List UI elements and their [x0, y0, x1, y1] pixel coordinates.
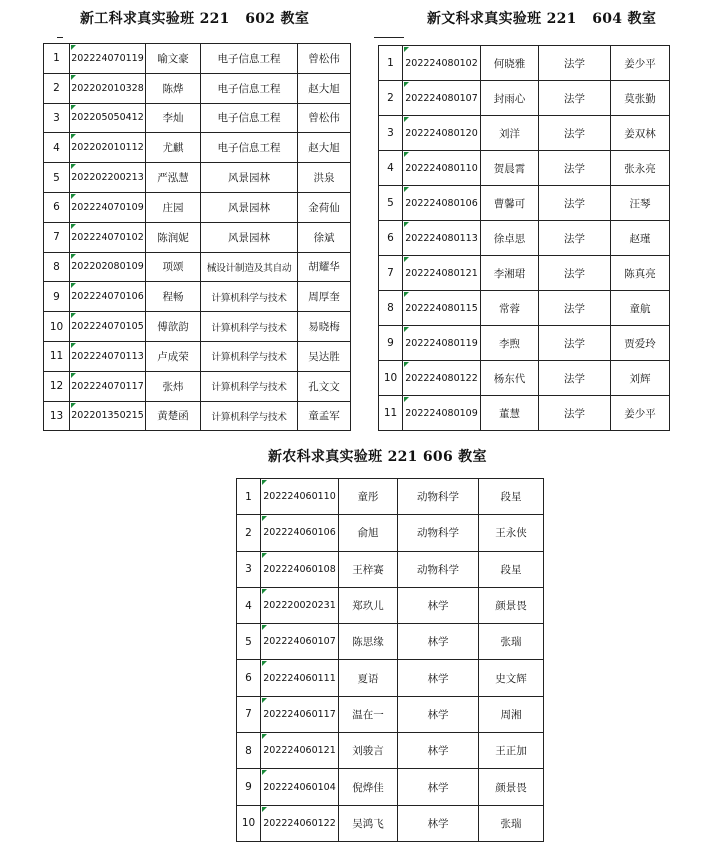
cell-advisor: 胡耀华: [298, 252, 351, 282]
table-row: [44, 401, 351, 431]
cell-no: 3: [44, 103, 70, 133]
cell-no: 10: [44, 312, 70, 342]
cell-id: 202224070102: [70, 222, 146, 252]
table-row: [44, 282, 351, 312]
cell-advisor: 张永亮: [611, 151, 670, 186]
cell-advisor: 史文辉: [479, 660, 544, 696]
cell-name: 李灿: [146, 103, 201, 133]
cell-name: 夏语: [339, 660, 398, 696]
cell-name: 刘骏言: [339, 733, 398, 769]
cell-id: 202202200213: [70, 163, 146, 193]
cell-major: 法学: [539, 46, 611, 81]
cell-advisor: 张瑞: [479, 805, 544, 841]
cell-id: 202224060104: [261, 769, 339, 805]
cell-no: 11: [44, 341, 70, 371]
cell-advisor: 金荷仙: [298, 192, 351, 222]
cell-major: 法学: [539, 116, 611, 151]
cell-major: 法学: [539, 361, 611, 396]
cell-no: 4: [237, 587, 261, 623]
cell-major: 计算机科学与技术: [201, 282, 298, 312]
table-row: [44, 44, 351, 74]
cell-id: 202224060106: [261, 515, 339, 551]
cell-advisor: 童孟军: [298, 401, 351, 431]
table-row: [44, 341, 351, 371]
cell-major: 林学: [398, 660, 479, 696]
cell-name: 刘洋: [481, 116, 539, 151]
cell-major: 林学: [398, 696, 479, 732]
liberal-arts-roster-table: [378, 45, 670, 431]
cell-id: 202224070117: [70, 371, 146, 401]
cell-advisor: 周湘: [479, 696, 544, 732]
cell-advisor: 曾松伟: [298, 103, 351, 133]
table-row: [237, 587, 544, 623]
cell-advisor: 赵瑾: [611, 221, 670, 256]
cell-id: 202224070109: [70, 192, 146, 222]
cell-id: 202224080121: [403, 256, 481, 291]
cell-advisor: 曾松伟: [298, 44, 351, 74]
cell-major: 风景园林: [201, 163, 298, 193]
cell-no: 2: [379, 81, 403, 116]
table-row: [379, 186, 670, 221]
table-row: [237, 769, 544, 805]
cell-id: 202224080115: [403, 291, 481, 326]
cell-advisor: 洪泉: [298, 163, 351, 193]
cell-name: 程畅: [146, 282, 201, 312]
cell-id: 202224060121: [261, 733, 339, 769]
cell-id: 202224080109: [403, 396, 481, 431]
cell-major: 林学: [398, 733, 479, 769]
cell-id: 202224060108: [261, 551, 339, 587]
cell-id: 202224070105: [70, 312, 146, 342]
cell-major: 法学: [539, 396, 611, 431]
cell-no: 2: [44, 73, 70, 103]
cell-advisor: 姜少平: [611, 396, 670, 431]
agriculture-roster-table: [236, 478, 544, 842]
cell-id: 202224060111: [261, 660, 339, 696]
cell-id: 202224070106: [70, 282, 146, 312]
cell-advisor: 段星: [479, 479, 544, 515]
cell-id: 202224080119: [403, 326, 481, 361]
cell-no: 3: [379, 116, 403, 151]
cell-no: 6: [237, 660, 261, 696]
cell-no: 5: [237, 624, 261, 660]
cell-no: 7: [379, 256, 403, 291]
table-row: [379, 46, 670, 81]
cell-name: 庄园: [146, 192, 201, 222]
agriculture-section-title: 新农科求真实验班 221 606 教室: [268, 449, 487, 465]
table-row: [237, 660, 544, 696]
cell-no: 1: [237, 479, 261, 515]
cell-major: 法学: [539, 326, 611, 361]
cell-id: 202202010328: [70, 73, 146, 103]
cell-name: 俞旭: [339, 515, 398, 551]
table-row: [44, 371, 351, 401]
cell-advisor: 童航: [611, 291, 670, 326]
cell-id: 202202010112: [70, 133, 146, 163]
cell-advisor: 姜少平: [611, 46, 670, 81]
cell-major: 法学: [539, 81, 611, 116]
cell-name: 温在一: [339, 696, 398, 732]
cell-major: 动物科学: [398, 551, 479, 587]
cell-advisor: 段星: [479, 551, 544, 587]
cell-no: 7: [44, 222, 70, 252]
table-corner-mark: [57, 37, 63, 38]
cell-id: 202224080102: [403, 46, 481, 81]
cell-name: 吴鸿飞: [339, 805, 398, 841]
table-row: [44, 103, 351, 133]
cell-name: 贺晨霄: [481, 151, 539, 186]
cell-no: 10: [237, 805, 261, 841]
cell-no: 8: [237, 733, 261, 769]
cell-advisor: 赵大旭: [298, 73, 351, 103]
cell-advisor: 陈真亮: [611, 256, 670, 291]
cell-name: 严泓慧: [146, 163, 201, 193]
cell-id: 202224080120: [403, 116, 481, 151]
cell-name: 杨东代: [481, 361, 539, 396]
table-row: [237, 805, 544, 841]
table-row: [379, 221, 670, 256]
cell-no: 7: [237, 696, 261, 732]
cell-advisor: 颜景畏: [479, 587, 544, 623]
cell-major: 计算机科学与技术: [201, 312, 298, 342]
cell-name: 卢成荣: [146, 341, 201, 371]
cell-name: 张炜: [146, 371, 201, 401]
table-row: [44, 163, 351, 193]
cell-name: 李煦: [481, 326, 539, 361]
table-row: [44, 73, 351, 103]
table-row: [379, 291, 670, 326]
cell-name: 项颂: [146, 252, 201, 282]
liberal-arts-section-title: 新文科求真实验班 221 604 教室: [427, 11, 657, 27]
cell-advisor: 赵大旭: [298, 133, 351, 163]
table-row: [379, 326, 670, 361]
cell-advisor: 王正加: [479, 733, 544, 769]
cell-no: 4: [379, 151, 403, 186]
cell-advisor: 王永侠: [479, 515, 544, 551]
cell-major: 林学: [398, 587, 479, 623]
cell-advisor: 刘辉: [611, 361, 670, 396]
table-corner-mark: [374, 37, 404, 38]
table-row: [237, 624, 544, 660]
cell-no: 9: [237, 769, 261, 805]
cell-name: 陈思缘: [339, 624, 398, 660]
cell-major: 电子信息工程: [201, 44, 298, 74]
cell-id: 202220020231: [261, 587, 339, 623]
cell-name: 李湘珺: [481, 256, 539, 291]
cell-advisor: 周厚奎: [298, 282, 351, 312]
cell-id: 202201350215: [70, 401, 146, 431]
cell-advisor: 姜双林: [611, 116, 670, 151]
cell-name: 封雨心: [481, 81, 539, 116]
cell-major: 风景园林: [201, 222, 298, 252]
cell-advisor: 莫张勤: [611, 81, 670, 116]
table-row: [237, 515, 544, 551]
cell-major: 法学: [539, 256, 611, 291]
cell-advisor: 张瑞: [479, 624, 544, 660]
cell-id: 202224060122: [261, 805, 339, 841]
cell-advisor: 孔文文: [298, 371, 351, 401]
cell-no: 10: [379, 361, 403, 396]
cell-major: 法学: [539, 186, 611, 221]
cell-name: 黄楚函: [146, 401, 201, 431]
cell-id: 202224080110: [403, 151, 481, 186]
cell-id: 202205050412: [70, 103, 146, 133]
table-row: [237, 479, 544, 515]
engineering-section-title: 新工科求真实验班 221 602 教室: [80, 11, 310, 27]
cell-advisor: 易晓梅: [298, 312, 351, 342]
table-row: [379, 116, 670, 151]
table-row: [44, 222, 351, 252]
cell-name: 何晓雅: [481, 46, 539, 81]
cell-id: 202224060110: [261, 479, 339, 515]
cell-id: 202224080107: [403, 81, 481, 116]
cell-id: 202224070113: [70, 341, 146, 371]
cell-major: 风景园林: [201, 192, 298, 222]
cell-no: 9: [44, 282, 70, 312]
cell-id: 202224070119: [70, 44, 146, 74]
cell-major: 计算机科学与技术: [201, 401, 298, 431]
cell-name: 陈烨: [146, 73, 201, 103]
cell-major: 法学: [539, 291, 611, 326]
cell-major: 计算机科学与技术: [201, 371, 298, 401]
cell-no: 6: [379, 221, 403, 256]
cell-no: 1: [379, 46, 403, 81]
cell-no: 5: [379, 186, 403, 221]
cell-major: 械设计制造及其自动: [201, 252, 298, 282]
cell-name: 倪烨佳: [339, 769, 398, 805]
cell-no: 5: [44, 163, 70, 193]
table-row: [44, 133, 351, 163]
cell-id: 202224060117: [261, 696, 339, 732]
cell-no: 1: [44, 44, 70, 74]
cell-no: 6: [44, 192, 70, 222]
cell-no: 9: [379, 326, 403, 361]
cell-no: 11: [379, 396, 403, 431]
cell-id: 202224080113: [403, 221, 481, 256]
cell-no: 13: [44, 401, 70, 431]
table-row: [44, 192, 351, 222]
cell-no: 12: [44, 371, 70, 401]
cell-no: 2: [237, 515, 261, 551]
cell-name: 王梓赛: [339, 551, 398, 587]
cell-id: 202224060107: [261, 624, 339, 660]
cell-advisor: 颜景畏: [479, 769, 544, 805]
cell-advisor: 汪琴: [611, 186, 670, 221]
cell-id: 202224080106: [403, 186, 481, 221]
table-row: [237, 696, 544, 732]
cell-no: 4: [44, 133, 70, 163]
cell-major: 电子信息工程: [201, 103, 298, 133]
table-row: [237, 551, 544, 587]
cell-name: 尤麒: [146, 133, 201, 163]
cell-name: 童彤: [339, 479, 398, 515]
cell-major: 林学: [398, 624, 479, 660]
table-row: [379, 361, 670, 396]
cell-major: 动物科学: [398, 515, 479, 551]
cell-id: 202224080122: [403, 361, 481, 396]
cell-name: 傅歆韵: [146, 312, 201, 342]
cell-name: 陈润妮: [146, 222, 201, 252]
table-row: [379, 81, 670, 116]
cell-name: 喻文豪: [146, 44, 201, 74]
cell-major: 法学: [539, 221, 611, 256]
cell-name: 曹馨可: [481, 186, 539, 221]
cell-no: 8: [379, 291, 403, 326]
cell-no: 3: [237, 551, 261, 587]
cell-advisor: 徐斌: [298, 222, 351, 252]
cell-major: 电子信息工程: [201, 73, 298, 103]
table-row: [379, 256, 670, 291]
cell-name: 郑玖儿: [339, 587, 398, 623]
cell-major: 电子信息工程: [201, 133, 298, 163]
engineering-roster-table: [43, 43, 351, 431]
cell-name: 董慧: [481, 396, 539, 431]
cell-advisor: 贾爱玲: [611, 326, 670, 361]
table-row: [44, 252, 351, 282]
cell-major: 动物科学: [398, 479, 479, 515]
table-row: [237, 733, 544, 769]
cell-id: 202202080109: [70, 252, 146, 282]
cell-major: 林学: [398, 769, 479, 805]
table-row: [379, 151, 670, 186]
cell-major: 林学: [398, 805, 479, 841]
cell-major: 法学: [539, 151, 611, 186]
cell-advisor: 吴达胜: [298, 341, 351, 371]
cell-major: 计算机科学与技术: [201, 341, 298, 371]
cell-name: 常蓉: [481, 291, 539, 326]
cell-name: 徐卓思: [481, 221, 539, 256]
cell-no: 8: [44, 252, 70, 282]
table-row: [379, 396, 670, 431]
table-row: [44, 312, 351, 342]
